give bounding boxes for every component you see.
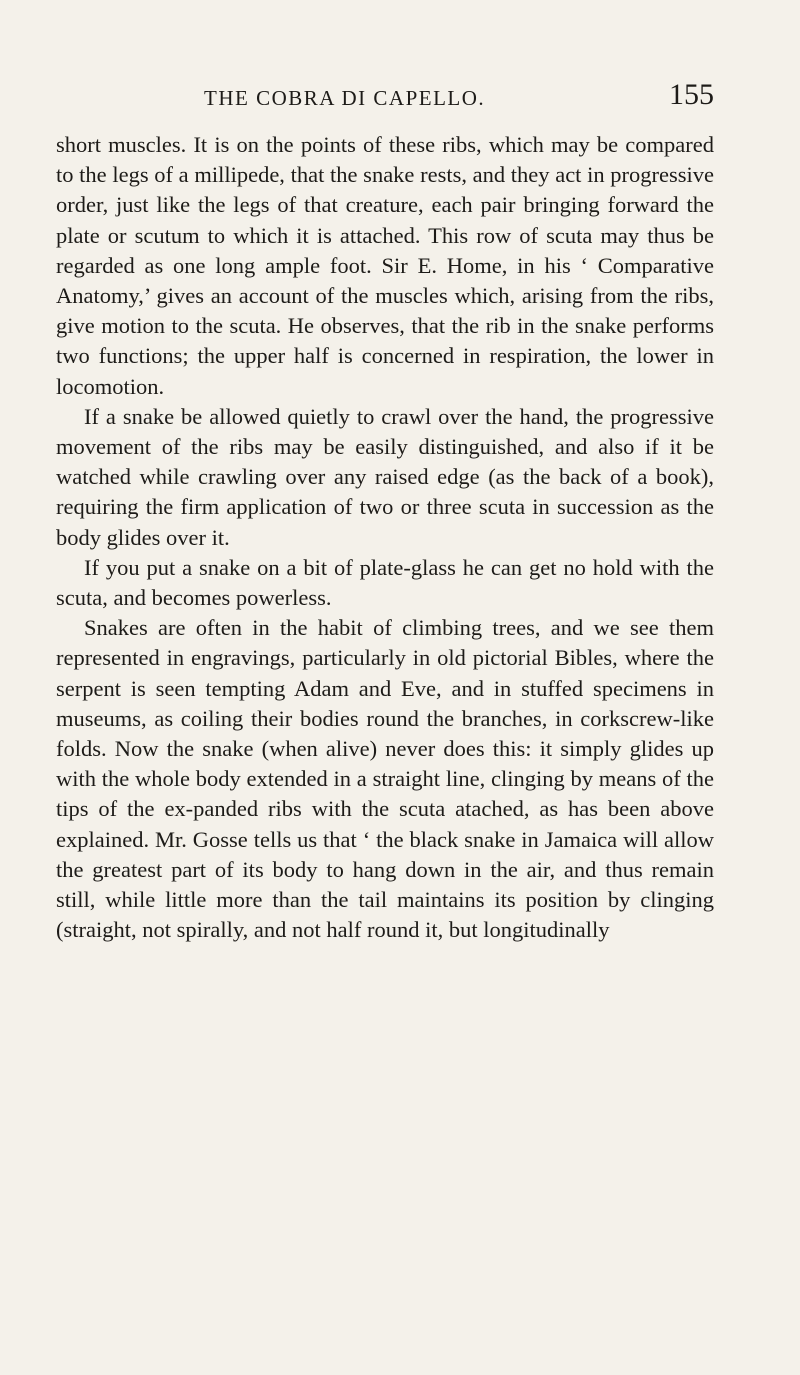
paragraph-4: Snakes are often in the habit of climbing trees, and we see them represented in engravings, particularly in old pictorial Bibles, where the serpent is seen tempting Adam and Eve, and in stuffed specimens in museums, as coiling their bodies round the branches, in corkscrew-like folds. Now the snake (when alive) never does this: it simply glides up with the whole body extended in a straight line, clinging by means of the tips of the ex-panded ribs with the scuta atached, as has been above explained. Mr. Gosse tells us that ‘ the black snake in Jamaica will allow the greatest part of its body to hang down in the air, and thus remain still, while little more than the tail maintains its position by clinging (straight, not spirally, and not half round it, but longitudinally	[56, 615, 714, 943]
paragraph-2: If a snake be allowed quietly to crawl over the hand, the progressive movement of the ribs may be easily distinguished, and also if it be watched while crawling over any raised edge (as the back of a book), requiring the firm application of two or three scuta in succession as the body glides over it.	[56, 403, 714, 550]
paragraph-3: If you put a snake on a bit of plate-glass he can get no hold with the scuta, and becomes powerless.	[56, 554, 714, 611]
running-head	[56, 78, 714, 120]
running-title: THE COBRA DI CAPELLO.	[204, 86, 486, 110]
paragraph-1: short muscles. It is on the points of these ribs, which may be compared to the legs of a millipede, that the snake rests, and they act in progressive order, just like the legs of that creature, each pair bringing forward the plate or scutum to which it is attached. This row of scuta may thus be regarded as one long ample foot. Sir E. Home, in his ‘ Comparative Anatomy,’ gives an account of the muscles which, arising from the ribs, give motion to the scuta. He observes, that the rib in the snake performs two functions; the upper half is concerned in respiration, the lower in locomotion.	[56, 132, 714, 399]
body-text	[56, 130, 714, 945]
page-number: 155	[669, 78, 714, 111]
